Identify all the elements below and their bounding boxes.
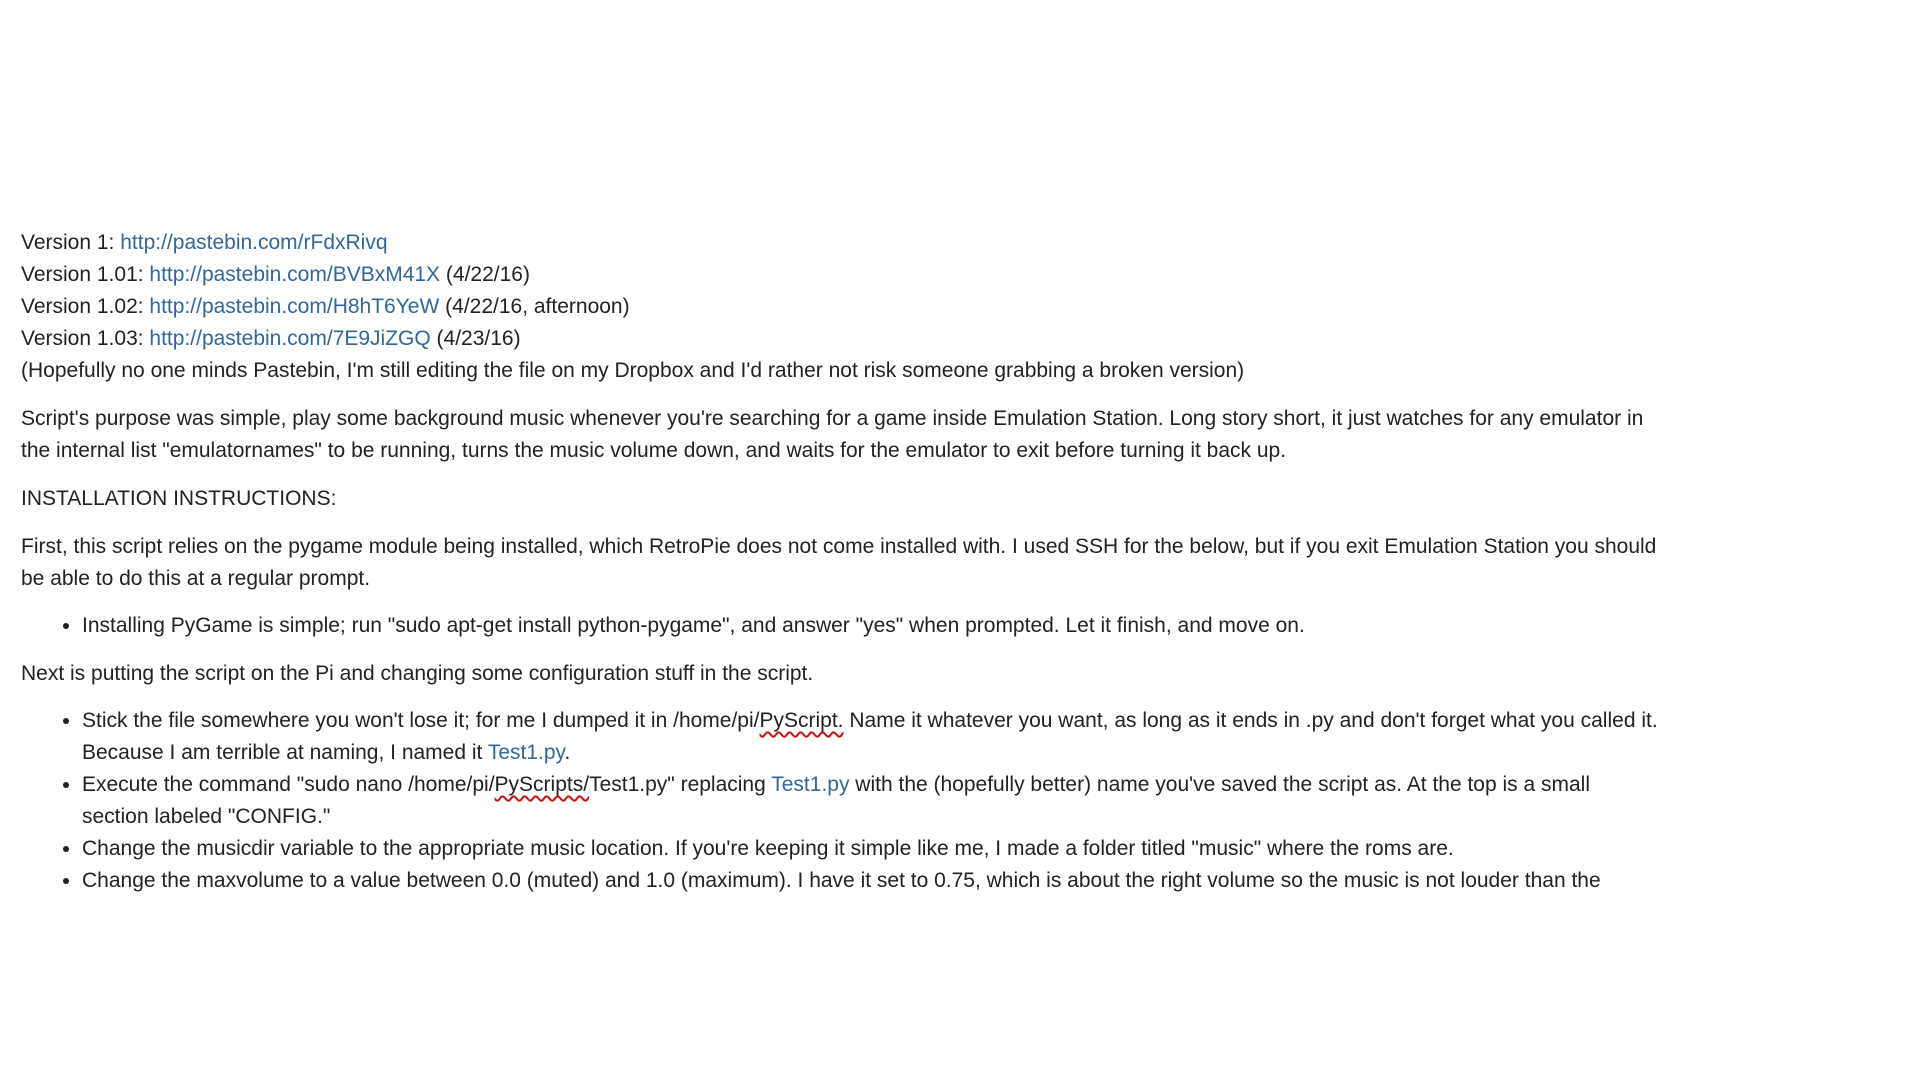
version-label: Version 1.03: bbox=[21, 327, 150, 350]
version-line bbox=[21, 323, 1661, 355]
post-content bbox=[21, 227, 1661, 897]
pygame-list bbox=[21, 610, 1661, 642]
step-text: Execute the command "sudo nano /home/pi/ bbox=[82, 773, 495, 796]
version-note: (4/23/16) bbox=[430, 327, 521, 350]
list-item: • Change the maxvolume to a value between 0.0 (muted) and 1.0 (maximum). I have it set to 0.75, which is about the right volume so the music is not louder than the bbox=[82, 865, 1661, 897]
step-text: Name it whatever you want, as long as it ends in .py and don't forget what you called it. Because I am terrible at naming, I named it bbox=[82, 709, 1658, 764]
version-note: (4/22/16, afternoon) bbox=[439, 295, 630, 318]
version-label: Version 1.01: bbox=[21, 263, 150, 286]
step-text: with the (hopefully better) name you've saved the script as. At the top is a small section labeled "CONFIG." bbox=[82, 773, 1591, 828]
version-link[interactable]: http://pastebin.com/BVBxM41X bbox=[149, 263, 441, 286]
version-list bbox=[21, 227, 1661, 387]
version-line bbox=[21, 259, 1661, 291]
list-item: • Installing PyGame is simple; run "sudo apt-get install python-pygame", and answer "yes" when prompted. Let it finish, and move on. bbox=[82, 610, 1661, 642]
version-label: Version 1: bbox=[21, 231, 121, 254]
steps-list bbox=[21, 705, 1661, 897]
first-paragraph: First, this script relies on the pygame module being installed, which RetroPie does not come installed with. I used SSH for the below, but if you exit Emulation Station you should be able to do this at a regular prompt. bbox=[21, 535, 1657, 590]
version-link[interactable]: http://pastebin.com/H8hT6YeW bbox=[149, 295, 440, 318]
step-text: Stick the file somewhere you won't lose it; for me I dumped it in /home/pi/ bbox=[82, 709, 760, 732]
test1-link[interactable]: Test1.py bbox=[487, 741, 565, 764]
purpose-paragraph: Script's purpose was simple, play some background music whenever you're searching for a game inside Emulation Station. Long story short, it just watches for any emulator in the internal list "emulatornames" to be running, turns the music volume down, and waits for the emulator to exit before turning it back up. bbox=[21, 407, 1644, 462]
version-note: (4/22/16) bbox=[440, 263, 530, 286]
list-item bbox=[82, 769, 1661, 833]
version-link[interactable]: http://pastebin.com/7E9JiZGQ bbox=[149, 327, 431, 350]
version-line bbox=[21, 227, 1661, 259]
version-link[interactable]: http://pastebin.com/rFdxRivq bbox=[120, 231, 388, 254]
pastebin-note: (Hopefully no one minds Pastebin, I'm still editing the file on my Dropbox and I'd rather not risk someone grabbing a broken version) bbox=[21, 359, 1245, 382]
version-line bbox=[21, 291, 1661, 323]
version-label: Version 1.02: bbox=[21, 295, 150, 318]
test1-link[interactable]: Test1.py bbox=[771, 773, 850, 796]
misspelled-word: PyScript. bbox=[759, 709, 844, 732]
list-item: • Change the musicdir variable to the appropriate music location. If you're keeping it simple like me, I made a folder titled "music" where the roms are. bbox=[82, 833, 1661, 865]
misspelled-word: PyScripts/ bbox=[494, 773, 590, 796]
step-text: . bbox=[564, 741, 571, 764]
next-paragraph: Next is putting the script on the Pi and changing some configuration stuff in the script. bbox=[21, 662, 814, 685]
step-text: Test1.py" replacing bbox=[589, 773, 772, 796]
installation-heading: INSTALLATION INSTRUCTIONS: bbox=[21, 487, 337, 510]
list-item bbox=[82, 705, 1661, 769]
